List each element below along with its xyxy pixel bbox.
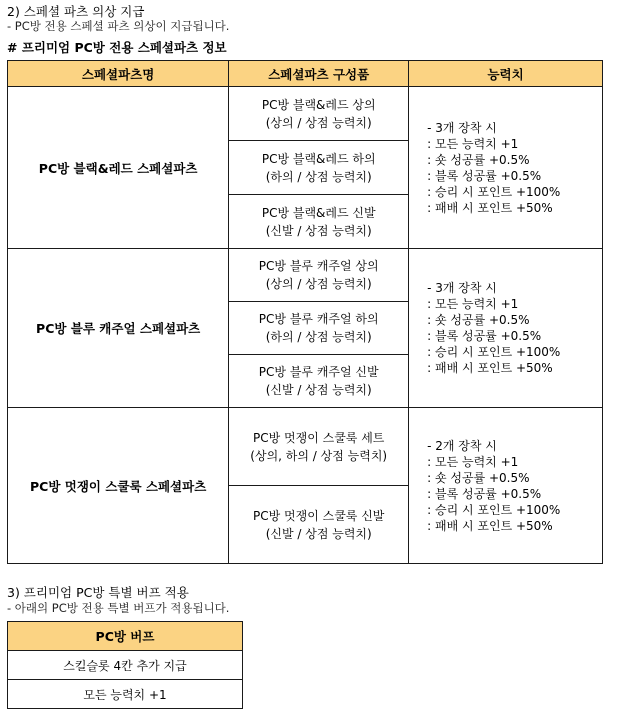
ability-line: : 패배 시 포인트 +50% [427, 518, 553, 533]
ability-line: : 숏 성공률 +0.5% [427, 470, 530, 485]
section2-subtitle: - PC방 전용 스페셜 파츠 의상이 지급됩니다. [7, 19, 230, 33]
part-desc: (신발 / 상점 능력치) [265, 223, 372, 238]
ability-line: : 승리 시 포인트 +100% [427, 345, 561, 359]
ability-line: : 승리 시 포인트 +100% [427, 502, 561, 517]
set-name: PC방 블랙&레드 스페셜파츠 [8, 87, 229, 249]
table-header-row [8, 61, 603, 87]
ability-cell [409, 87, 603, 249]
part-desc: (하의 / 상점 능력치) [265, 169, 372, 184]
ability-line: : 숏 성공률 +0.5% [427, 313, 530, 327]
part-name: PC방 블랙&레드 하의 [261, 151, 376, 166]
ability-line: : 패배 시 포인트 +50% [427, 361, 553, 375]
ability-line: : 모든 능력치 +1 [427, 454, 519, 469]
part-name: PC방 블랙&레드 신발 [261, 205, 376, 220]
part-desc: (상의 / 상점 능력치) [265, 115, 372, 130]
part-cell [229, 249, 409, 302]
part-cell [229, 302, 409, 355]
part-name: PC방 멋쟁이 스쿨룩 신발 [253, 508, 385, 523]
part-cell [229, 195, 409, 249]
ability-line: : 모든 능력치 +1 [427, 136, 519, 151]
part-cell [229, 355, 409, 408]
ability-line: - 2개 장착 시 [427, 438, 497, 453]
set-name: PC방 블루 캐주얼 스페셜파츠 [8, 249, 229, 408]
ability-line: : 블록 성공률 +0.5% [427, 329, 542, 343]
section2-title: 2) 스페셜 파츠 의상 지급 [7, 4, 145, 19]
part-desc: (상의, 하의 / 상점 능력치) [250, 448, 388, 463]
part-cell [229, 141, 409, 195]
ability-line: : 블록 성공률 +0.5% [427, 486, 542, 501]
set-name: PC방 멋쟁이 스쿨룩 스페셜파츠 [8, 408, 229, 564]
part-name: PC방 블랙&레드 상의 [261, 97, 376, 112]
header-parts-name: 스페셜파츠명 [8, 61, 229, 87]
part-name: PC방 블루 캐주얼 신발 [258, 365, 379, 379]
ability-cell [409, 408, 603, 564]
part-desc: (상의 / 상점 능력치) [265, 277, 372, 291]
ability-line: : 숏 성공률 +0.5% [427, 152, 530, 167]
table-row [8, 651, 243, 680]
table-row [8, 249, 603, 302]
pc-buff-table [7, 621, 243, 709]
part-desc: (하의 / 상점 능력치) [265, 330, 372, 344]
part-name: PC방 블루 캐주얼 상의 [258, 259, 379, 273]
part-desc: (신발 / 상점 능력치) [265, 383, 372, 397]
header-parts-components: 스페셜파츠 구성품 [229, 61, 409, 87]
ability-line: : 승리 시 포인트 +100% [427, 184, 561, 199]
special-parts-table [7, 60, 603, 564]
table-row [8, 87, 603, 141]
ability-line: - 3개 장착 시 [427, 281, 497, 295]
section3-subtitle: - 아래의 PC방 전용 특별 버프가 적용됩니다. [7, 601, 230, 615]
ability-line: : 블록 성공률 +0.5% [427, 168, 542, 183]
ability-cell [409, 249, 603, 408]
part-name: PC방 멋쟁이 스쿨룩 세트 [253, 430, 385, 445]
part-cell [229, 408, 409, 486]
header-pc-buff: PC방 버프 [8, 622, 243, 651]
buff-item: 모든 능력치 +1 [8, 680, 243, 709]
part-cell [229, 486, 409, 564]
part-desc: (신발 / 상점 능력치) [265, 526, 372, 541]
table-row [8, 408, 603, 486]
header-ability: 능력치 [409, 61, 603, 87]
table-row [8, 680, 243, 709]
parts-table-title: # 프리미엄 PC방 전용 스페셜파츠 정보 [7, 40, 227, 55]
section3-title: 3) 프리미엄 PC방 특별 버프 적용 [7, 585, 189, 600]
part-cell [229, 87, 409, 141]
buff-item: 스킬슬롯 4칸 추가 지급 [8, 651, 243, 680]
ability-line: : 모든 능력치 +1 [427, 297, 519, 311]
ability-line: : 패배 시 포인트 +50% [427, 200, 553, 215]
table-header-row [8, 622, 243, 651]
part-name: PC방 블루 캐주얼 하의 [258, 312, 379, 326]
ability-line: - 3개 장착 시 [427, 120, 497, 135]
